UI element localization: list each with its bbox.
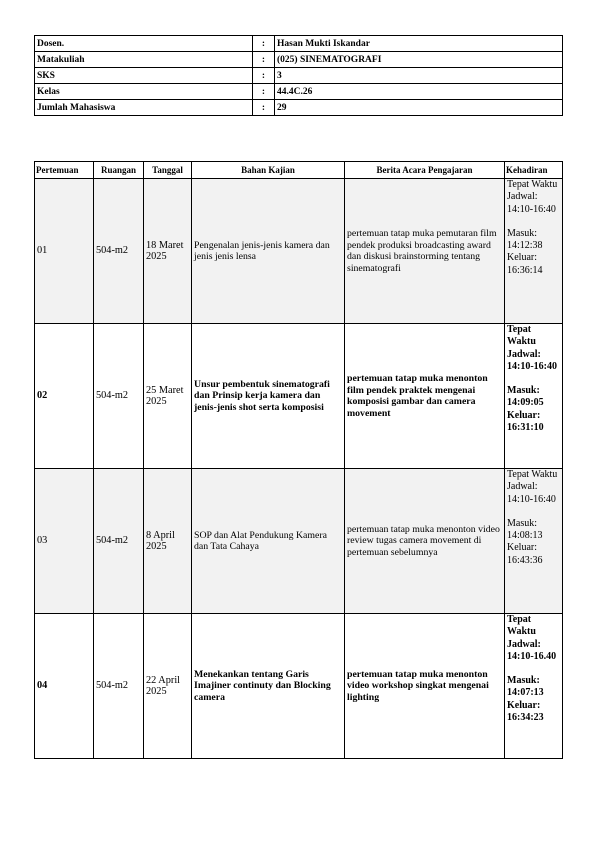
info-value: Hasan Mukti Iskandar [275, 36, 563, 52]
info-label: Jumlah Mahasiswa [35, 100, 253, 116]
kehadiran-masuk-label: Masuk: [507, 227, 537, 239]
info-label: Dosen. [35, 36, 253, 52]
cell-tanggal: 25 Maret 2025 [144, 324, 192, 469]
cell-bahan-kajian: Pengenalan jenis-jenis kamera dan jenis jenis lensa [192, 179, 345, 324]
info-separator: : [253, 84, 275, 100]
cell-pertemuan: 01 [35, 179, 94, 324]
cell-pertemuan: 04 [35, 614, 94, 759]
kehadiran-keluar: 16:34:23 [507, 712, 544, 724]
cell-ruangan: 504-m2 [94, 469, 144, 614]
cell-berita-acara: pertemuan tatap muka menonton video workshop singkat mengenai lighting [345, 614, 505, 759]
course-info-table [34, 35, 563, 116]
cell-kehadiran [505, 469, 563, 614]
cell-ruangan: 504-m2 [94, 324, 144, 469]
col-header-bahan-kajian: Bahan Kajian [192, 162, 345, 179]
table-row [35, 179, 563, 324]
meetings-table [34, 161, 563, 759]
col-header-ruangan: Ruangan [94, 162, 144, 179]
kehadiran-keluar-label: Keluar: [507, 699, 541, 711]
cell-bahan-kajian: Menekankan tentang Garis Imajiner continuty dan Blocking camera [192, 614, 345, 759]
kehadiran-masuk-label: Masuk: [507, 675, 540, 687]
cell-kehadiran [505, 614, 563, 759]
kehadiran-jadwal: 14:10-16:40 [507, 360, 557, 372]
cell-tanggal: 18 Maret 2025 [144, 179, 192, 324]
kehadiran-jadwal: 14:10-16:40 [507, 203, 556, 215]
info-separator: : [253, 100, 275, 116]
kehadiran-keluar: 16:31:10 [507, 422, 544, 434]
cell-tanggal: 22 April 2025 [144, 614, 192, 759]
cell-bahan-kajian: SOP dan Alat Pendukung Kamera dan Tata Cahaya [192, 469, 345, 614]
info-value: (025) SINEMATOGRAFI [275, 52, 563, 68]
kehadiran-masuk: 14:09:05 [507, 397, 544, 409]
col-header-berita-acara: Berita Acara Pengajaran [345, 162, 505, 179]
info-value: 44.4C.26 [275, 84, 563, 100]
cell-pertemuan: 02 [35, 324, 94, 469]
col-header-pertemuan: Pertemuan [35, 162, 94, 179]
kehadiran-jadwal-label: Jadwal: [507, 481, 538, 493]
cell-kehadiran [505, 179, 563, 324]
info-value: 29 [275, 100, 563, 116]
col-header-kehadiran: Kehadiran [505, 162, 563, 179]
info-row-kelas [35, 84, 563, 100]
cell-berita-acara: pertemuan tatap muka pemutaran film pendek produksi broadcasting award dan diskusi brainstorming tentang sinematografi [345, 179, 505, 324]
kehadiran-jadwal-label: Jadwal: [507, 638, 541, 650]
table-header-row [35, 162, 563, 179]
info-separator: : [253, 36, 275, 52]
cell-kehadiran [505, 324, 563, 469]
kehadiran-jadwal: 14:10-16.40 [507, 650, 557, 662]
kehadiran-masuk: 14:12:38 [507, 240, 543, 252]
kehadiran-masuk-label: Masuk: [507, 385, 540, 397]
kehadiran-keluar: 16:43:36 [507, 554, 543, 566]
kehadiran-keluar-label: Keluar: [507, 409, 541, 421]
kehadiran-keluar: 16:36:14 [507, 264, 543, 276]
kehadiran-masuk-label: Masuk: [507, 517, 537, 529]
kehadiran-jadwal-label: Jadwal: [507, 348, 541, 360]
info-row-sks [35, 68, 563, 84]
cell-berita-acara: pertemuan tatap muka menonton video review tugas camera movement di pertemuan sebelumnya [345, 469, 505, 614]
info-label: Kelas [35, 84, 253, 100]
col-header-tanggal: Tanggal [144, 162, 192, 179]
kehadiran-jadwal-label: Jadwal: [507, 191, 538, 203]
table-row [35, 324, 563, 469]
kehadiran-status: Tepat Waktu [507, 324, 536, 348]
cell-bahan-kajian: Unsur pembentuk sinematografi dan Prinsip kerja kamera dan jenis-jenis shot serta komposisi [192, 324, 345, 469]
info-value: 3 [275, 68, 563, 84]
info-row-jumlah-mahasiswa [35, 100, 563, 116]
table-row [35, 469, 563, 614]
info-row-dosen [35, 36, 563, 52]
info-label: Matakuliah [35, 52, 253, 68]
table-row [35, 614, 563, 759]
kehadiran-jadwal: 14:10-16:40 [507, 493, 556, 505]
kehadiran-masuk: 14:07:13 [507, 687, 544, 699]
cell-pertemuan: 03 [35, 469, 94, 614]
cell-ruangan: 504-m2 [94, 614, 144, 759]
kehadiran-keluar-label: Keluar: [507, 542, 537, 554]
info-separator: : [253, 52, 275, 68]
info-separator: : [253, 68, 275, 84]
kehadiran-masuk: 14:08:13 [507, 530, 543, 542]
cell-berita-acara: pertemuan tatap muka menonton film pendek praktek mengenai komposisi gambar dan camera movement [345, 324, 505, 469]
kehadiran-status: Tepat Waktu [507, 469, 558, 480]
kehadiran-status: Tepat Waktu [507, 614, 536, 638]
info-label: SKS [35, 68, 253, 84]
cell-ruangan: 504-m2 [94, 179, 144, 324]
cell-tanggal: 8 April 2025 [144, 469, 192, 614]
kehadiran-keluar-label: Keluar: [507, 252, 537, 264]
kehadiran-status: Tepat Waktu [507, 179, 558, 190]
info-row-matakuliah [35, 52, 563, 68]
